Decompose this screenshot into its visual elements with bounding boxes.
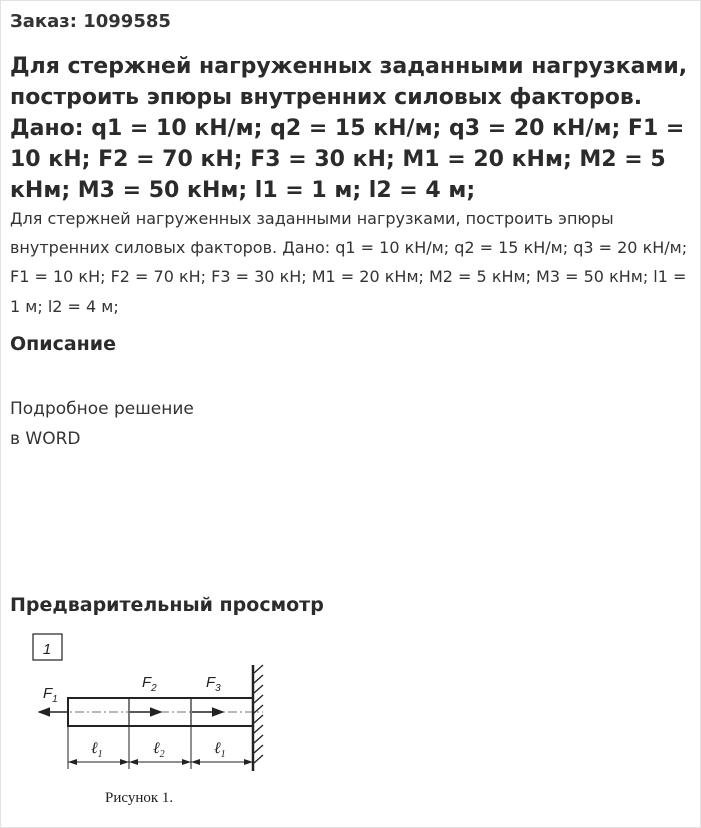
order-number: Заказ: 1099585 (10, 11, 171, 32)
support-hatch (254, 665, 263, 763)
segment-l1-label: ℓ$_1$ (91, 740, 103, 760)
force-f2-label: $F_2$ (142, 674, 157, 694)
page-title: Для стержней нагруженных заданными нагрузками, построить эпюры внутренних силовых факторов. Дано: q1 = 10 кН/м; q2 = 15 кН/м; q3 = 20 кН/м; F1 = 10 кН; F2 = 70 кН; F3 = 30 кН; M1 = 20 кНм; M2 = 5 кНм; M3 = 50 кНм; l1 = 1 м; l2 = 4 м; (10, 54, 688, 203)
dimension-extensions (68, 726, 191, 769)
description-heading: Описание (10, 333, 117, 355)
force-f1-label: $F_1$ (43, 685, 58, 705)
preview-figure[interactable] (1, 621, 701, 791)
segment-l2-label: ℓ$_2$ (153, 740, 165, 760)
preview-heading: Предварительный просмотр (10, 594, 324, 616)
short-description: Для стержней нагруженных заданными нагрузками, построить эпюры внутренних силовых факторов. Дано: q1 = 10 кН/м; q2 = 15 кН/м; q3 = 20 кН/м; F1 = 10 кН; F2 = 70 кН; F3 = 30 кН; M1 = 20 кНм; M2 = 5 кНм; M3 = 50 кНм; l1 = 1 м; l2 = 4 м; (10, 209, 688, 316)
figure-number: 1 (42, 641, 52, 658)
segment-l1b-label: ℓ$_1$ (214, 740, 226, 760)
force-f3-label: $F_3$ (206, 674, 221, 694)
description-text: Подробное решение в WORD (10, 399, 194, 449)
figure-caption: Рисунок 1. (105, 790, 174, 806)
